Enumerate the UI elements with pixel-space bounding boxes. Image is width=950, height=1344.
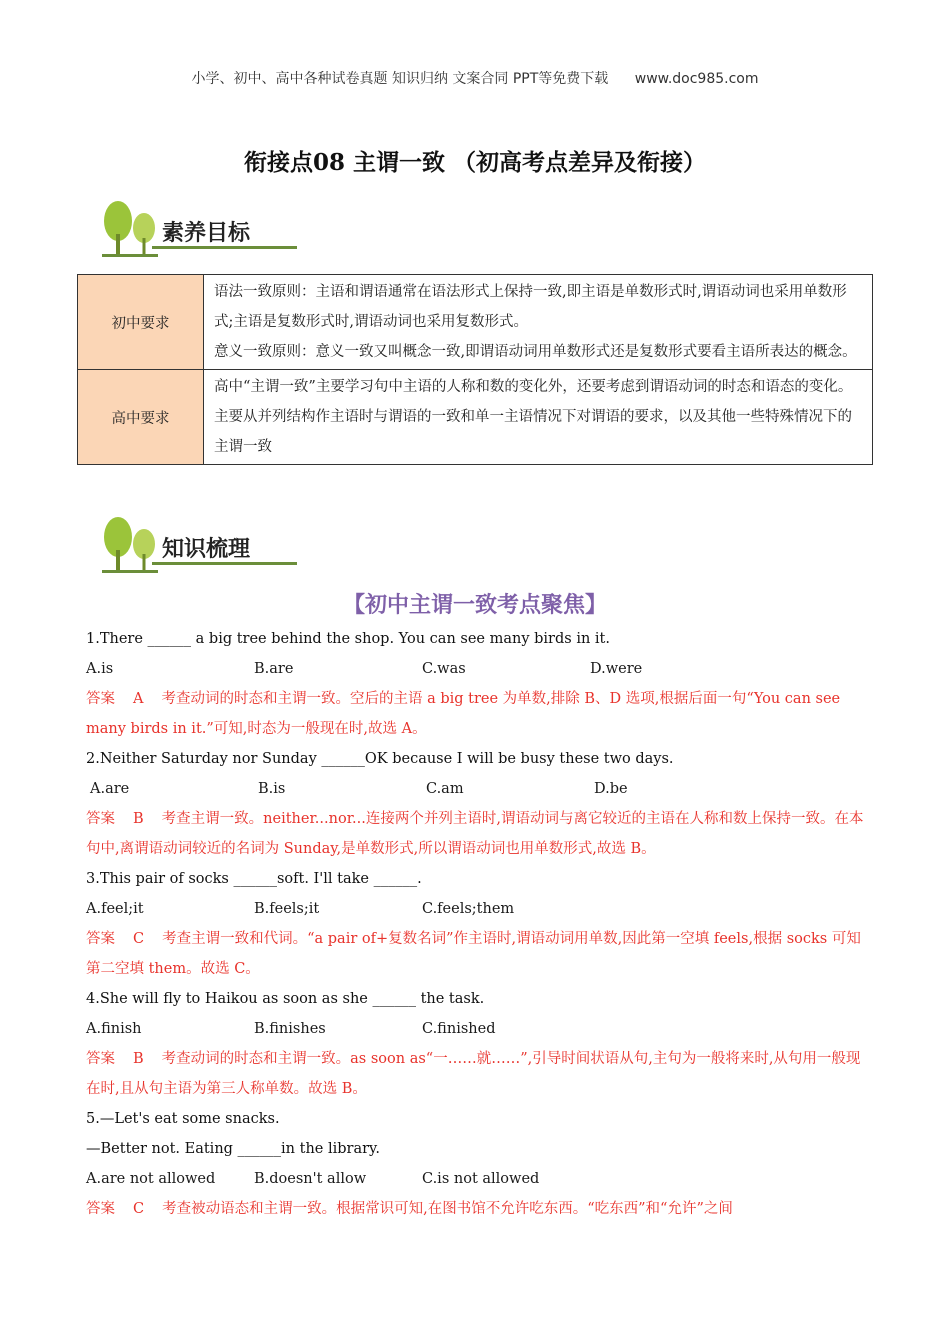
answer-tag: 答案 <box>86 1201 115 1217</box>
questions <box>86 624 871 1224</box>
option: A.are <box>90 781 130 797</box>
section-title-knowledge: 知识梳理 <box>162 537 251 562</box>
option: C.feels;them <box>422 901 515 917</box>
question-stem: 1.There ______ a big tree behind the shop. You can see many birds in it. <box>86 631 610 647</box>
row-label: 初中要求 <box>78 275 204 370</box>
answer <box>86 1044 871 1104</box>
option: C.was <box>422 661 466 677</box>
answer <box>86 684 871 744</box>
question-stem: 3.This pair of socks ______soft. I'll take ______. <box>86 871 422 887</box>
option: A.are not allowed <box>86 1171 216 1187</box>
answer-explanation: 考查被动语态和主谓一致。根据常识可知,在图书馆不允许吃东西。“吃东西”和“允许”之间 <box>162 1201 733 1217</box>
section-head-knowledge <box>96 512 306 576</box>
question-options <box>86 1164 871 1194</box>
option: B.is <box>258 781 286 797</box>
answer <box>86 1194 871 1224</box>
row-label: 高中要求 <box>78 370 204 465</box>
table-row <box>78 275 873 370</box>
tree-icon <box>96 196 166 260</box>
section-title-goals: 素养目标 <box>162 221 251 246</box>
option: D.be <box>594 781 628 797</box>
option: D.were <box>590 661 643 677</box>
row-content <box>204 370 873 465</box>
answer-tag: 答案 <box>86 811 115 827</box>
option: B.are <box>254 661 294 677</box>
answer-key: B <box>133 1051 144 1067</box>
row-content <box>204 275 873 370</box>
option: C.finished <box>422 1021 496 1037</box>
question-options <box>86 774 871 804</box>
option: C.am <box>426 781 464 797</box>
page-title: 衔接点08 主谓一致 （初高考点差异及衔接） <box>243 149 707 176</box>
header-url: www.doc985.com <box>634 71 759 87</box>
row-line: 意义一致原则：意义一致又叫概念一致,即谓语动词用单数形式还是复数形式要看主语所表达的概念。 <box>214 344 857 360</box>
answer-key: C <box>133 1201 145 1217</box>
page-header <box>0 68 950 88</box>
focus-title: 【初中主谓一致考点聚焦】 <box>342 593 607 618</box>
answer-tag: 答案 <box>86 931 115 947</box>
question-stem: 2.Neither Saturday nor Sunday ______OK because I will be busy these two days. <box>86 751 674 767</box>
option: A.finish <box>86 1021 142 1037</box>
tree-icon <box>96 512 166 576</box>
answer <box>86 924 871 984</box>
section-underline <box>152 246 297 249</box>
answer-explanation: 考查主谓一致。neither...nor...连接两个并列主语时,谓语动词与离它较近的主语在人称和数上保持一致。在本句中,离谓语动词较近的名词为 Sunday,是单数形式,所以谓语动词也用单数形式,故选 B。 <box>86 811 864 857</box>
answer-explanation: 考查主谓一致和代词。“a pair of+复数名词”作主语时,谓语动词用单数,因此第一空填 feels,根据 socks 可知第二空填 them。故选 C。 <box>86 931 861 977</box>
question-options <box>86 1014 871 1044</box>
table-row <box>78 370 873 465</box>
answer <box>86 804 871 864</box>
answer-key: C <box>133 931 145 947</box>
option: A.is <box>86 661 114 677</box>
option: A.feel;it <box>86 901 144 917</box>
option: C.is not allowed <box>422 1171 540 1187</box>
option: B.finishes <box>254 1021 326 1037</box>
option: B.feels;it <box>254 901 320 917</box>
section-head-goals <box>96 196 306 260</box>
question-stem: 4.She will fly to Haikou as soon as she ______ the task. <box>86 991 485 1007</box>
answer-key: B <box>133 811 144 827</box>
answer-explanation: 考查动词的时态和主谓一致。as soon as“一……就……”,引导时间状语从句,主句为一般将来时,从句用一般现在时,且从句主语为第三人称单数。故选 B。 <box>86 1051 861 1097</box>
answer-explanation: 考查动词的时态和主谓一致。空后的主语 a big tree 为单数,排除 B、D 选项,根据后面一句“You can see many birds in it.”可知,时态为一般现在时,故选 A。 <box>86 691 841 737</box>
option: B.doesn't allow <box>254 1171 367 1187</box>
answer-key: A <box>133 691 144 707</box>
question-options <box>86 654 871 684</box>
question-stem-line2: —Better not. Eating ______in the library. <box>86 1141 380 1157</box>
question-stem: 5.—Let's eat some snacks. <box>86 1111 280 1127</box>
row-line: 高中“主谓一致”主要学习句中主语的人称和数的变化外，还要考虑到谓语动词的时态和语态的变化。主要从并列结构作主语时与谓语的一致和单一主语情况下对谓语的要求，以及其他一些特殊情况下的主谓一致 <box>214 379 853 455</box>
requirements-table <box>77 274 873 465</box>
question-options <box>86 894 871 924</box>
section-underline <box>152 562 297 565</box>
header-text: 小学、初中、高中各种试卷真题 知识归纳 文案合同 PPT等免费下载 <box>191 71 609 87</box>
row-line: 语法一致原则：主语和谓语通常在语法形式上保持一致,即主语是单数形式时,谓语动词也采用单数形式;主语是复数形式时,谓语动词也采用复数形式。 <box>214 284 847 330</box>
answer-tag: 答案 <box>86 691 115 707</box>
answer-tag: 答案 <box>86 1051 115 1067</box>
